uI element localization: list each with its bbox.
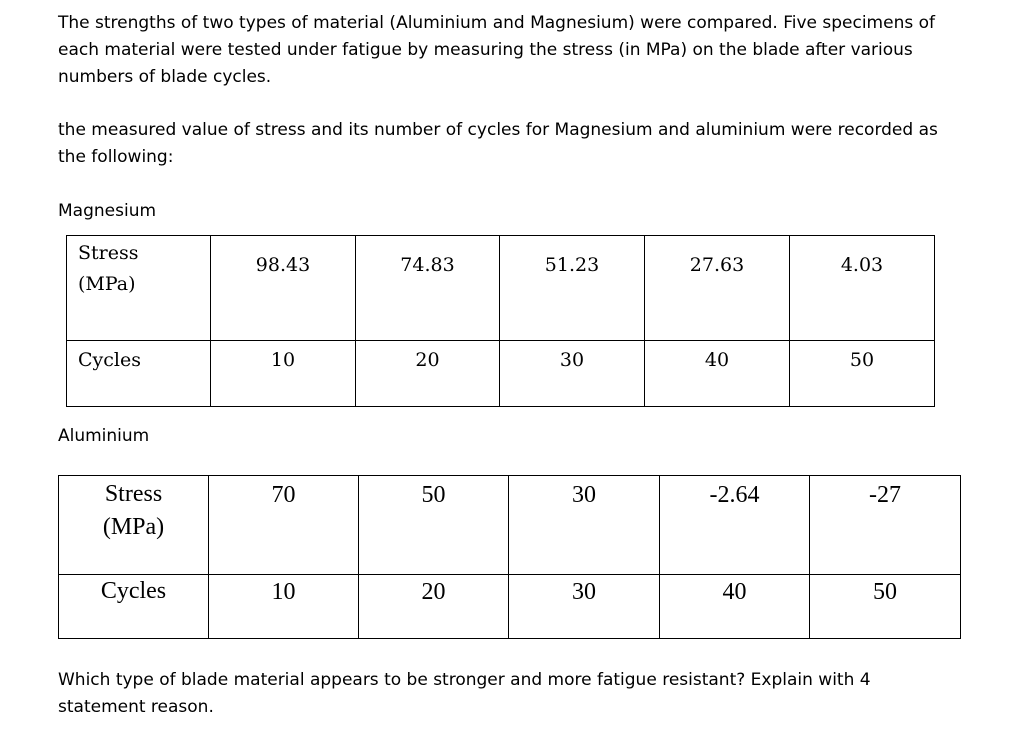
intro-paragraph: The strengths of two types of material (Aluminium and Magnesium) were compared. Five specimens of each material were tested under fatigue by measuring the stress (in MPa) on the blade after various numbers of blade cycles. (58, 13, 935, 87)
magnesium-cycles-row (67, 341, 935, 407)
magnesium-cycles-cell: 20 (356, 341, 500, 407)
aluminium-cycles-row (59, 575, 961, 639)
magnesium-stress-row (67, 236, 935, 341)
aluminium-cycles-cell: 50 (810, 575, 961, 639)
question-paragraph: Which type of blade material appears to be stronger and more fatigue resistant? Explain with 4 statement reason. (58, 670, 871, 717)
magnesium-table (66, 235, 935, 407)
magnesium-stress-header (67, 236, 211, 341)
aluminium-stress-cell: 70 (209, 476, 359, 575)
aluminium-cycles-cell: 20 (359, 575, 509, 639)
aluminium-cycles-header: Cycles (59, 575, 209, 639)
aluminium-label: Aluminium (58, 426, 150, 446)
aluminium-cycles-cell: 30 (509, 575, 660, 639)
magnesium-stress-cell: 4.03 (790, 236, 935, 341)
stress-header-line2: (MPa) (78, 273, 136, 295)
magnesium-stress-cell: 51.23 (500, 236, 645, 341)
measured-values-paragraph: the measured value of stress and its number of cycles for Magnesium and aluminium were recorded as the following: (58, 120, 938, 167)
stress-header-line1: Stress (104, 481, 163, 507)
stress-header-line2: (MPa) (102, 514, 165, 540)
aluminium-stress-header (59, 476, 209, 575)
aluminium-cycles-cell: 10 (209, 575, 359, 639)
magnesium-cycles-cell: 30 (500, 341, 645, 407)
magnesium-stress-cell: 74.83 (356, 236, 500, 341)
magnesium-cycles-cell: 50 (790, 341, 935, 407)
aluminium-table (58, 475, 961, 639)
aluminium-stress-row (59, 476, 961, 575)
magnesium-cycles-cell: 10 (211, 341, 356, 407)
aluminium-stress-cell: 30 (509, 476, 660, 575)
magnesium-stress-cell: 98.43 (211, 236, 356, 341)
aluminium-stress-cell: 50 (359, 476, 509, 575)
magnesium-cycles-header: Cycles (67, 341, 211, 407)
aluminium-stress-cell: -2.64 (660, 476, 810, 575)
magnesium-label: Magnesium (58, 201, 157, 221)
stress-header-line1: Stress (78, 242, 139, 264)
aluminium-stress-cell: -27 (810, 476, 961, 575)
magnesium-cycles-cell: 40 (645, 341, 790, 407)
magnesium-stress-cell: 27.63 (645, 236, 790, 341)
aluminium-cycles-cell: 40 (660, 575, 810, 639)
